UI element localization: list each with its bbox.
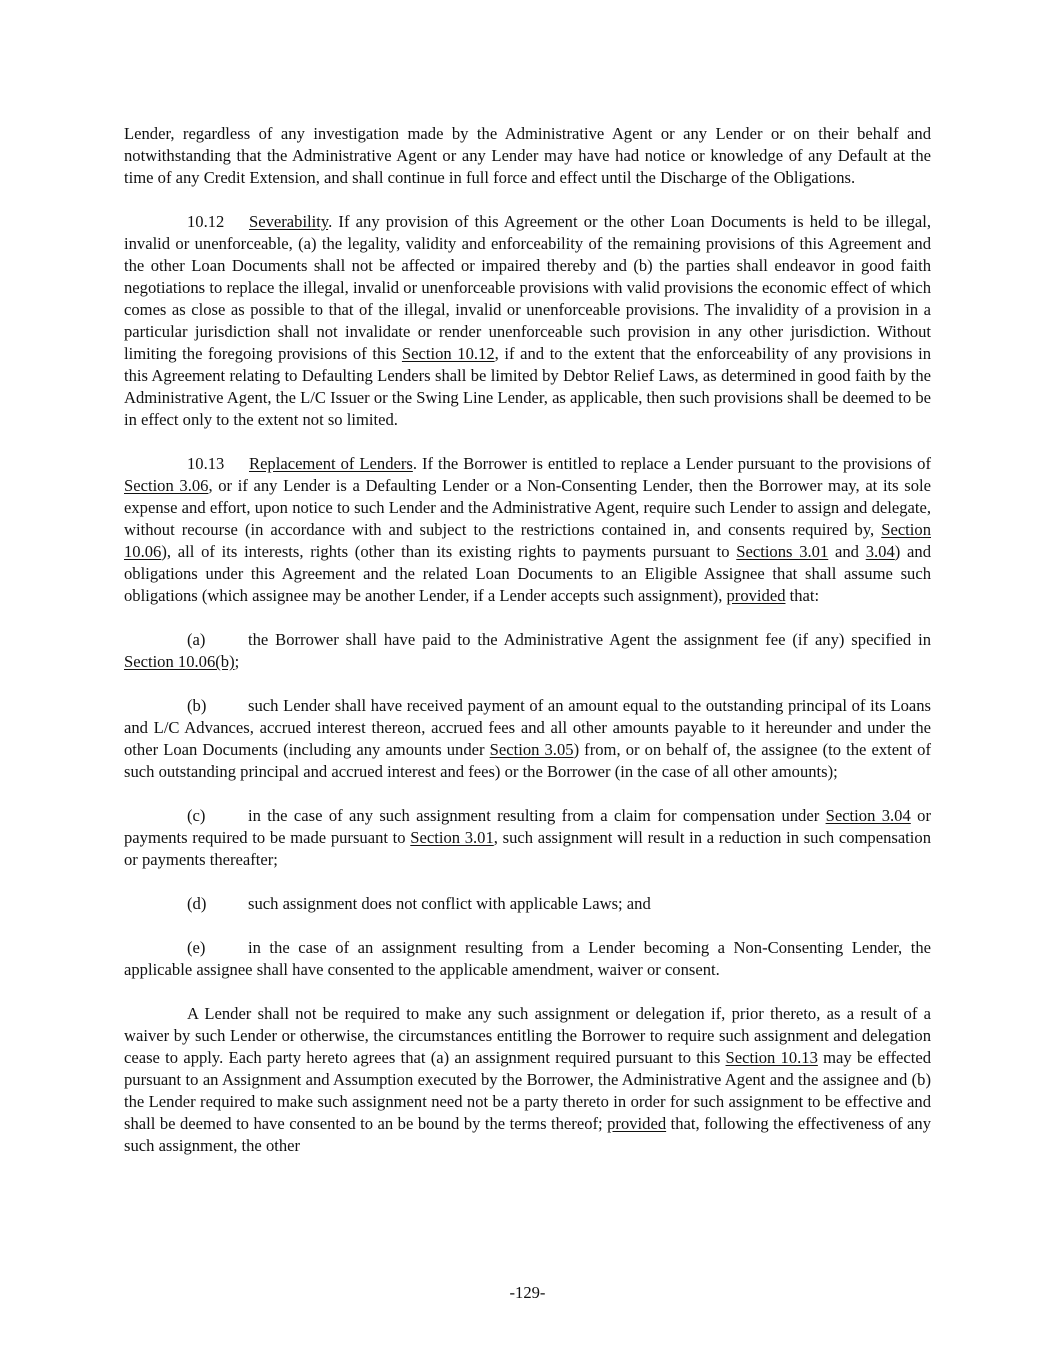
item-text: such Lender shall have received payment of an amount equal to the outstanding principal of its Loans and L/C Advances, accrued interest thereon, accrued fees and all other amounts payable to it hereunder and under the other Loan Documents (including any amounts under <box>124 696 931 759</box>
section-reference: Section 10.13 <box>725 1048 818 1067</box>
item-text: such assignment does not conflict with applicable Laws; and <box>248 894 651 913</box>
page-number: -129- <box>509 1283 546 1302</box>
item-label: (d) <box>187 894 207 913</box>
item-text: or payments required to be made pursuant to <box>124 806 931 847</box>
item-label: (a) <box>187 630 206 649</box>
section-reference: Section 10.06 <box>124 520 931 561</box>
item-text: ; <box>234 652 240 671</box>
item-label: (b) <box>187 696 207 715</box>
paragraph-intro <box>124 123 931 189</box>
section-reference: Sections 3.01 <box>736 542 829 561</box>
section-text: ) and obligations under this Agreement and the related Loan Documents to an Eligible Assignee that shall assume such obligations (which assignee may be another Lender, if a Lender accepts such assignment), <box>124 542 931 605</box>
section-text: ), all of its interests, rights (other than its existing rights to payments pursuant to <box>161 542 737 561</box>
item-text: in the case of an assignment resulting from a Lender becoming a Non-Consenting Lender, the applicable assignee shall have consented to the applicable amendment, waiver or consent. <box>124 938 931 979</box>
section-number: 10.13 <box>187 454 225 473</box>
proviso-term: provided <box>726 586 786 605</box>
proviso-term: provided <box>607 1114 667 1133</box>
item-text: in the case of any such assignment resulting from a claim for compensation under <box>248 806 826 825</box>
section-text: , or if any Lender is a Defaulting Lender or a Non-Consenting Lender, then the Borrower may, at its sole expense and effort, upon notice to such Lender and the Administrative Agent, require such Lender to assign and delegate, without recourse (in accordance with and subject to the restrictions contained in, and consents required by, <box>124 476 931 539</box>
list-item-c <box>124 805 931 871</box>
list-item-e <box>124 937 931 981</box>
section-heading: Replacement of Lenders <box>249 454 413 473</box>
paragraph-final <box>124 1003 931 1157</box>
item-text: ) from, or on behalf of, the assignee (to the extent of such outstanding principal and accrued interest and fees) or the Borrower (in the case of all other amounts); <box>124 740 931 781</box>
paragraph-text: A Lender shall not be required to make any such assignment or delegation if, prior thereto, as a result of a waiver by such Lender or otherwise, the circumstances entitling the Borrower to require such assignment and delegation cease to apply. Each party hereto agrees that (a) an assignment required pursuant to this <box>124 1004 931 1067</box>
section-reference: Section 3.06 <box>124 476 209 495</box>
section-reference: Section 10.12 <box>401 344 495 363</box>
section-reference: Section 3.05 <box>489 740 574 759</box>
section-text: . If the Borrower is entitled to replace a Lender pursuant to the provisions of <box>412 454 931 473</box>
section-10-13 <box>124 453 931 607</box>
section-reference: 3.04 <box>865 542 895 561</box>
item-label: (e) <box>187 938 206 957</box>
section-heading: Severability <box>249 212 329 231</box>
item-text: the Borrower shall have paid to the Administrative Agent the assignment fee (if any) specified in <box>248 630 931 649</box>
document-page <box>124 123 931 1179</box>
list-item-d <box>124 893 931 915</box>
section-10-12 <box>124 211 931 431</box>
section-reference: Section 3.04 <box>825 806 911 825</box>
item-label: (c) <box>187 806 206 825</box>
section-text: and <box>828 542 866 561</box>
section-reference: Section 10.06(b) <box>124 652 235 671</box>
item-text: , such assignment will result in a reduction in such compensation or payments thereafter; <box>124 828 931 869</box>
paragraph-text: may be effected pursuant to an Assignment and Assumption executed by the Borrower, the Administrative Agent and the assignee and (b) the Lender required to make such assignment need not be a party thereto in order for such assignment to be effective and shall be deemed to have consented to an be bound by the terms thereof; <box>124 1048 931 1133</box>
section-text: that: <box>785 586 820 605</box>
list-item-a <box>124 629 931 673</box>
paragraph-text: that, following the effectiveness of any such assignment, the other <box>124 1114 931 1155</box>
intro-text: Lender, regardless of any investigation made by the Administrative Agent or any Lender or on their behalf and notwithstanding that the Administrative Agent or any Lender may have had notice or knowledge of any Default at the time of any Credit Extension, and shall continue in full force and effect until the Discharge of the Obligations. <box>124 124 931 187</box>
section-text: , if and to the extent that the enforceability of any provisions in this Agreement relating to Defaulting Lenders shall be limited by Debtor Relief Laws, as determined in good faith by the Administrative Agent, the L/C Issuer or the Swing Line Lender, as applicable, then such provisions shall be deemed to be in effect only to the extent not so limited. <box>124 344 931 429</box>
section-text: . If any provision of this Agreement or the other Loan Documents is held to be illegal, invalid or unenforceable, (a) the legality, validity and enforceability of the remaining provisions of this Agreement and the other Loan Documents shall not be affected or impaired thereby and (b) the parties shall endeavor in good faith negotiations to replace the illegal, invalid or unenforceable provisions with valid provisions the economic effect of which comes as close as possible to that of the illegal, invalid or unenforceable provisions. The invalidity of a provision in a particular jurisdiction shall not invalidate or render unenforceable such provision in any other jurisdiction. Without limiting the foregoing provisions of this <box>124 212 931 363</box>
section-reference: Section 3.01 <box>410 828 494 847</box>
section-number: 10.12 <box>187 212 225 231</box>
list-item-b <box>124 695 931 783</box>
